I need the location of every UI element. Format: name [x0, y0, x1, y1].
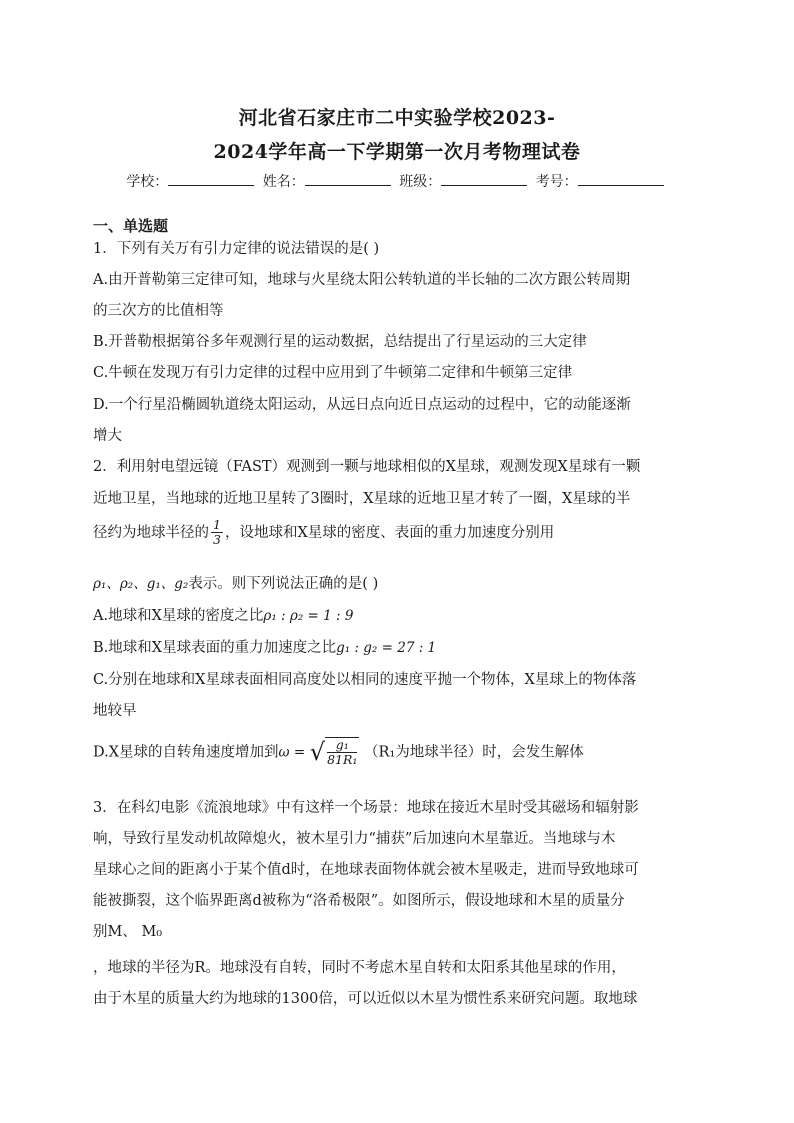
- omega-fraction: [327, 738, 357, 768]
- school-blank[interactable]: [168, 172, 254, 186]
- q2-option-c: C.分别在地球和X星球表面相同高度处以相同的速度平抛一个物体，X星球上的物体落: [93, 672, 637, 688]
- exam-number-label: 考号：: [535, 174, 578, 190]
- student-info-row: [0, 171, 794, 191]
- class-blank[interactable]: [441, 172, 527, 186]
- q2-stem-line1: 2．利用射电望远镜（FAST）观测到一颗与地球相似的X星球，观测发现X星球有一颗: [93, 459, 641, 475]
- q1-stem: 1．下列有关万有引力定律的说法错误的是( ): [93, 241, 380, 257]
- q2-option-c-cont: 地较早: [93, 703, 137, 719]
- omega-symbol: ω =: [278, 744, 306, 761]
- fraction-one-third: [211, 518, 223, 548]
- exam-title-line1: 河北省石家庄市二中实验学校2023-: [238, 107, 556, 129]
- q3-line2: 响，导致行星发动机故障熄火，被木星引力“捕获”后加速向木星靠近。当地球与木: [93, 831, 616, 847]
- fraction-denominator: 3: [213, 532, 221, 548]
- fraction-numerator: 1: [213, 517, 221, 532]
- q2-option-a-text: A.地球和X星球的密度之比: [93, 608, 264, 624]
- name-blank[interactable]: [305, 172, 391, 186]
- q2-stem-line4: [93, 576, 378, 593]
- q3-line4: 能被撕裂，这个临界距离d被称为“洛希极限”。如图所示，假设地球和木星的质量分: [93, 893, 625, 909]
- q2-option-d-text: D.X星球的自转角速度增加到: [93, 744, 279, 761]
- q2-option-d: [93, 737, 584, 768]
- sqrt-expression: [310, 737, 360, 768]
- sqrt-sign: √: [309, 737, 326, 766]
- q1-option-d-cont: 增大: [93, 428, 122, 444]
- omega-denominator: 81R₁: [327, 752, 358, 768]
- q2-symbols: ρ₁、ρ₂、g₁、g₂: [93, 576, 189, 592]
- q2-stem-line3: [93, 518, 554, 548]
- q2-line3-pre: 径约为地球半径的: [93, 524, 209, 541]
- q3-line3: 星球心之间的距离小于某个值d时，在地球表面物体就会被木星吸走，进而导致地球可: [93, 862, 639, 878]
- q2-option-b-formula: g₁ : g₂ = 27 : 1: [336, 640, 437, 656]
- omega-numerator: g₁: [327, 738, 357, 753]
- q2-option-a-formula: ρ₁ : ρ₂ = 1 : 9: [263, 608, 354, 624]
- q2-line3-post: ，设地球和X星球的密度、表面的重力加速度分别用: [224, 524, 555, 541]
- exam-title-line2: 2024学年高一下学期第一次月考物理试卷: [213, 141, 581, 163]
- q1-option-b: B.开普勒根据第谷多年观测行星的运动数据，总结提出了行星运动的三大定律: [93, 334, 587, 350]
- q3-line1: 3．在科幻电影《流浪地球》中有这样一个场景：地球在接近木星时受其磁场和辐射影: [93, 800, 639, 816]
- q2-stem-line2: 近地卫星，当地球的近地卫星转了3圈时，X星球的近地卫星才转了一圈，X星球的半: [93, 491, 631, 507]
- q1-option-a-cont: 的三次方的比值相等: [93, 303, 224, 319]
- q2-option-a: [93, 608, 353, 625]
- sqrt-radicand: [325, 737, 359, 768]
- q1-option-c: C.牛顿在发现万有引力定律的过程中应用到了牛顿第二定律和牛顿第三定律: [93, 365, 573, 381]
- class-label: 班级：: [399, 174, 442, 190]
- school-label: 学校：: [126, 174, 169, 190]
- section-heading: 一、单选题: [93, 217, 169, 235]
- q2-line4-post: 表示。则下列说法正确的是( ): [188, 576, 379, 592]
- q1-option-d: D.一个行星沿椭圆轨道绕太阳运动，从远日点向近日点运动的过程中，它的动能逐渐: [93, 397, 631, 413]
- q2-option-d-post: （R₁为地球半径）时，会发生解体: [364, 744, 584, 761]
- q2-option-b: [93, 640, 436, 657]
- q3-line7: 由于木星的质量大约为地球的1300倍，可以近似以木星为惯性系来研究问题。取地球: [93, 991, 638, 1007]
- q3-line6: ，地球的半径为R。地球没有自转，同时不考虑木星自转和太阳系其他星球的作用，: [93, 960, 626, 976]
- q1-option-a: A.由开普勒第三定律可知，地球与火星绕太阳公转轨道的半长轴的二次方跟公转周期: [93, 272, 631, 288]
- exam-number-blank[interactable]: [578, 172, 664, 186]
- q2-option-b-text: B.地球和X星球表面的重力加速度之比: [93, 640, 337, 656]
- name-label: 姓名：: [262, 174, 305, 190]
- q3-line5: 别M、 M₀: [93, 924, 163, 940]
